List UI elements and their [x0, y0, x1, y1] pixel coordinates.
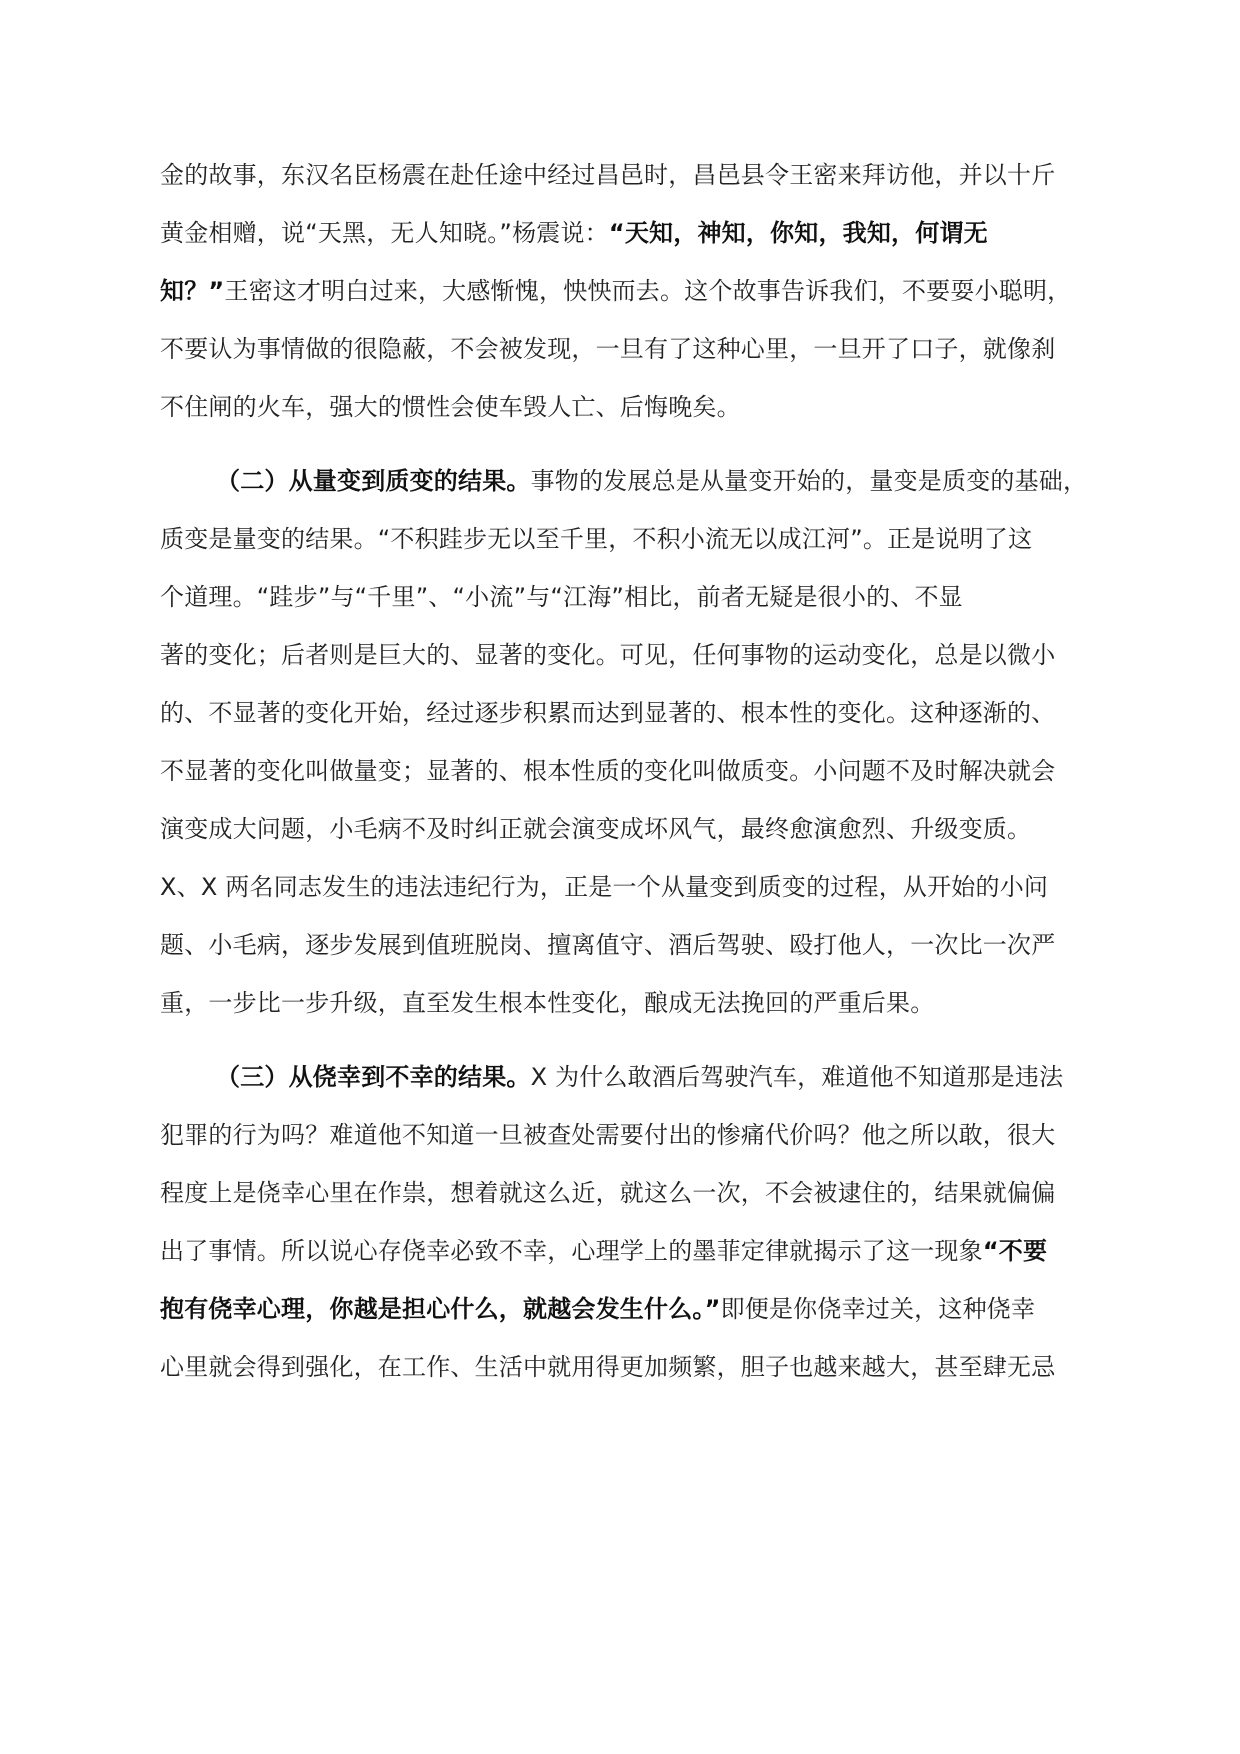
text-run: 即便是你侥幸过关，这种侥幸: [720, 1295, 1036, 1323]
text-run: 事物的发展总是从量变开始的，量变是质变的基础，: [530, 467, 1088, 495]
text-run: 不显著的变化叫做量变；显著的、根本性质的变化叫做质变。小问题不及时解决就会: [160, 757, 1056, 785]
text-line: [160, 925, 1100, 965]
text-run: 质变是量变的结果。“不积跬步无以至千里，不积小流无以成江河”。正是说明了这: [160, 525, 1033, 553]
text-line: [160, 1115, 1100, 1155]
text-run: 个道理。“跬步”与“千里”、“小流”与“江海”相比，前者无疑是很小的、不显: [160, 583, 963, 611]
section-heading: （二）从量变到质变的结果。: [216, 467, 531, 495]
text-line: [160, 693, 1100, 733]
text-line: [160, 577, 1100, 617]
text-line: [160, 867, 1100, 907]
text-line: [216, 1057, 1100, 1097]
bold-text-run: “不要: [982, 1237, 1048, 1265]
text-run: X 为什么敢酒后驾驶汽车，难道他不知道那是违法: [530, 1063, 1064, 1091]
text-line: [160, 635, 1100, 675]
text-line: [160, 271, 1100, 311]
text-run: 出了事情。所以说心存侥幸必致不幸，心理学上的墨菲定律就揭示了这一现象: [160, 1237, 983, 1265]
bold-text-run: 知？”: [160, 277, 225, 305]
text-line: [160, 1173, 1100, 1213]
text-run: 心里就会得到强化，在工作、生活中就用得更加频繁，胆子也越来越大，甚至肆无忌: [160, 1353, 1056, 1381]
text-run: X、X 两名同志发生的违法违纪行为，正是一个从量变到质变的过程，从开始的小问: [160, 873, 1049, 901]
bold-text-run: 抱有侥幸心理，你越是担心什么，就越会发生什么。”: [160, 1295, 721, 1323]
text-run: 金的故事，东汉名臣杨震在赴任途中经过昌邑时，昌邑县令王密来拜访他，并以十斤: [160, 161, 1056, 189]
text-line: [160, 1289, 1100, 1329]
text-run: 重，一步比一步升级，直至发生根本性变化，酿成无法挽回的严重后果。: [160, 989, 935, 1017]
text-line: [160, 387, 1100, 427]
text-line: [160, 213, 1100, 253]
text-run: 程度上是侥幸心里在作祟，想着就这么近，就这么一次，不会被逮住的，结果就偏偏: [160, 1179, 1056, 1207]
text-line: [160, 1231, 1100, 1271]
text-run: 的、不显著的变化开始，经过逐步积累而达到显著的、根本性的变化。这种逐渐的、: [160, 699, 1056, 727]
text-run: 黄金相赠，说“天黑，无人知晓。”杨震说：: [160, 219, 609, 247]
text-line: [160, 1347, 1100, 1387]
text-run: 不住闸的火车，强大的惯性会使车毁人亡、后悔晚矣。: [160, 393, 741, 421]
text-line: [216, 461, 1100, 501]
text-line: [160, 983, 1100, 1023]
bold-text-run: “天知，神知，你知，我知，何谓无: [608, 219, 988, 247]
text-line: [160, 329, 1100, 369]
text-line: [160, 155, 1100, 195]
section-heading: （三）从侥幸到不幸的结果。: [216, 1063, 531, 1091]
text-run: 演变成大问题，小毛病不及时纠正就会演变成坏风气，最终愈演愈烈、升级变质。: [160, 815, 1032, 843]
text-run: 犯罪的行为吗？难道他不知道一旦被查处需要付出的惨痛代价吗？他之所以敢，很大: [160, 1121, 1056, 1149]
text-run: 不要认为事情做的很隐蔽，不会被发现，一旦有了这种心里，一旦开了口子，就像刹: [160, 335, 1056, 363]
text-line: [160, 519, 1100, 559]
text-line: [160, 809, 1100, 849]
text-run: 题、小毛病，逐步发展到值班脱岗、擅离值守、酒后驾驶、殴打他人，一次比一次严: [160, 931, 1056, 959]
text-run: 著的变化；后者则是巨大的、显著的变化。可见，任何事物的运动变化，总是以微小: [160, 641, 1056, 669]
text-line: [160, 751, 1100, 791]
text-run: 王密这才明白过来，大感惭愧，怏怏而去。这个故事告诉我们，不要耍小聪明，: [224, 277, 1072, 305]
